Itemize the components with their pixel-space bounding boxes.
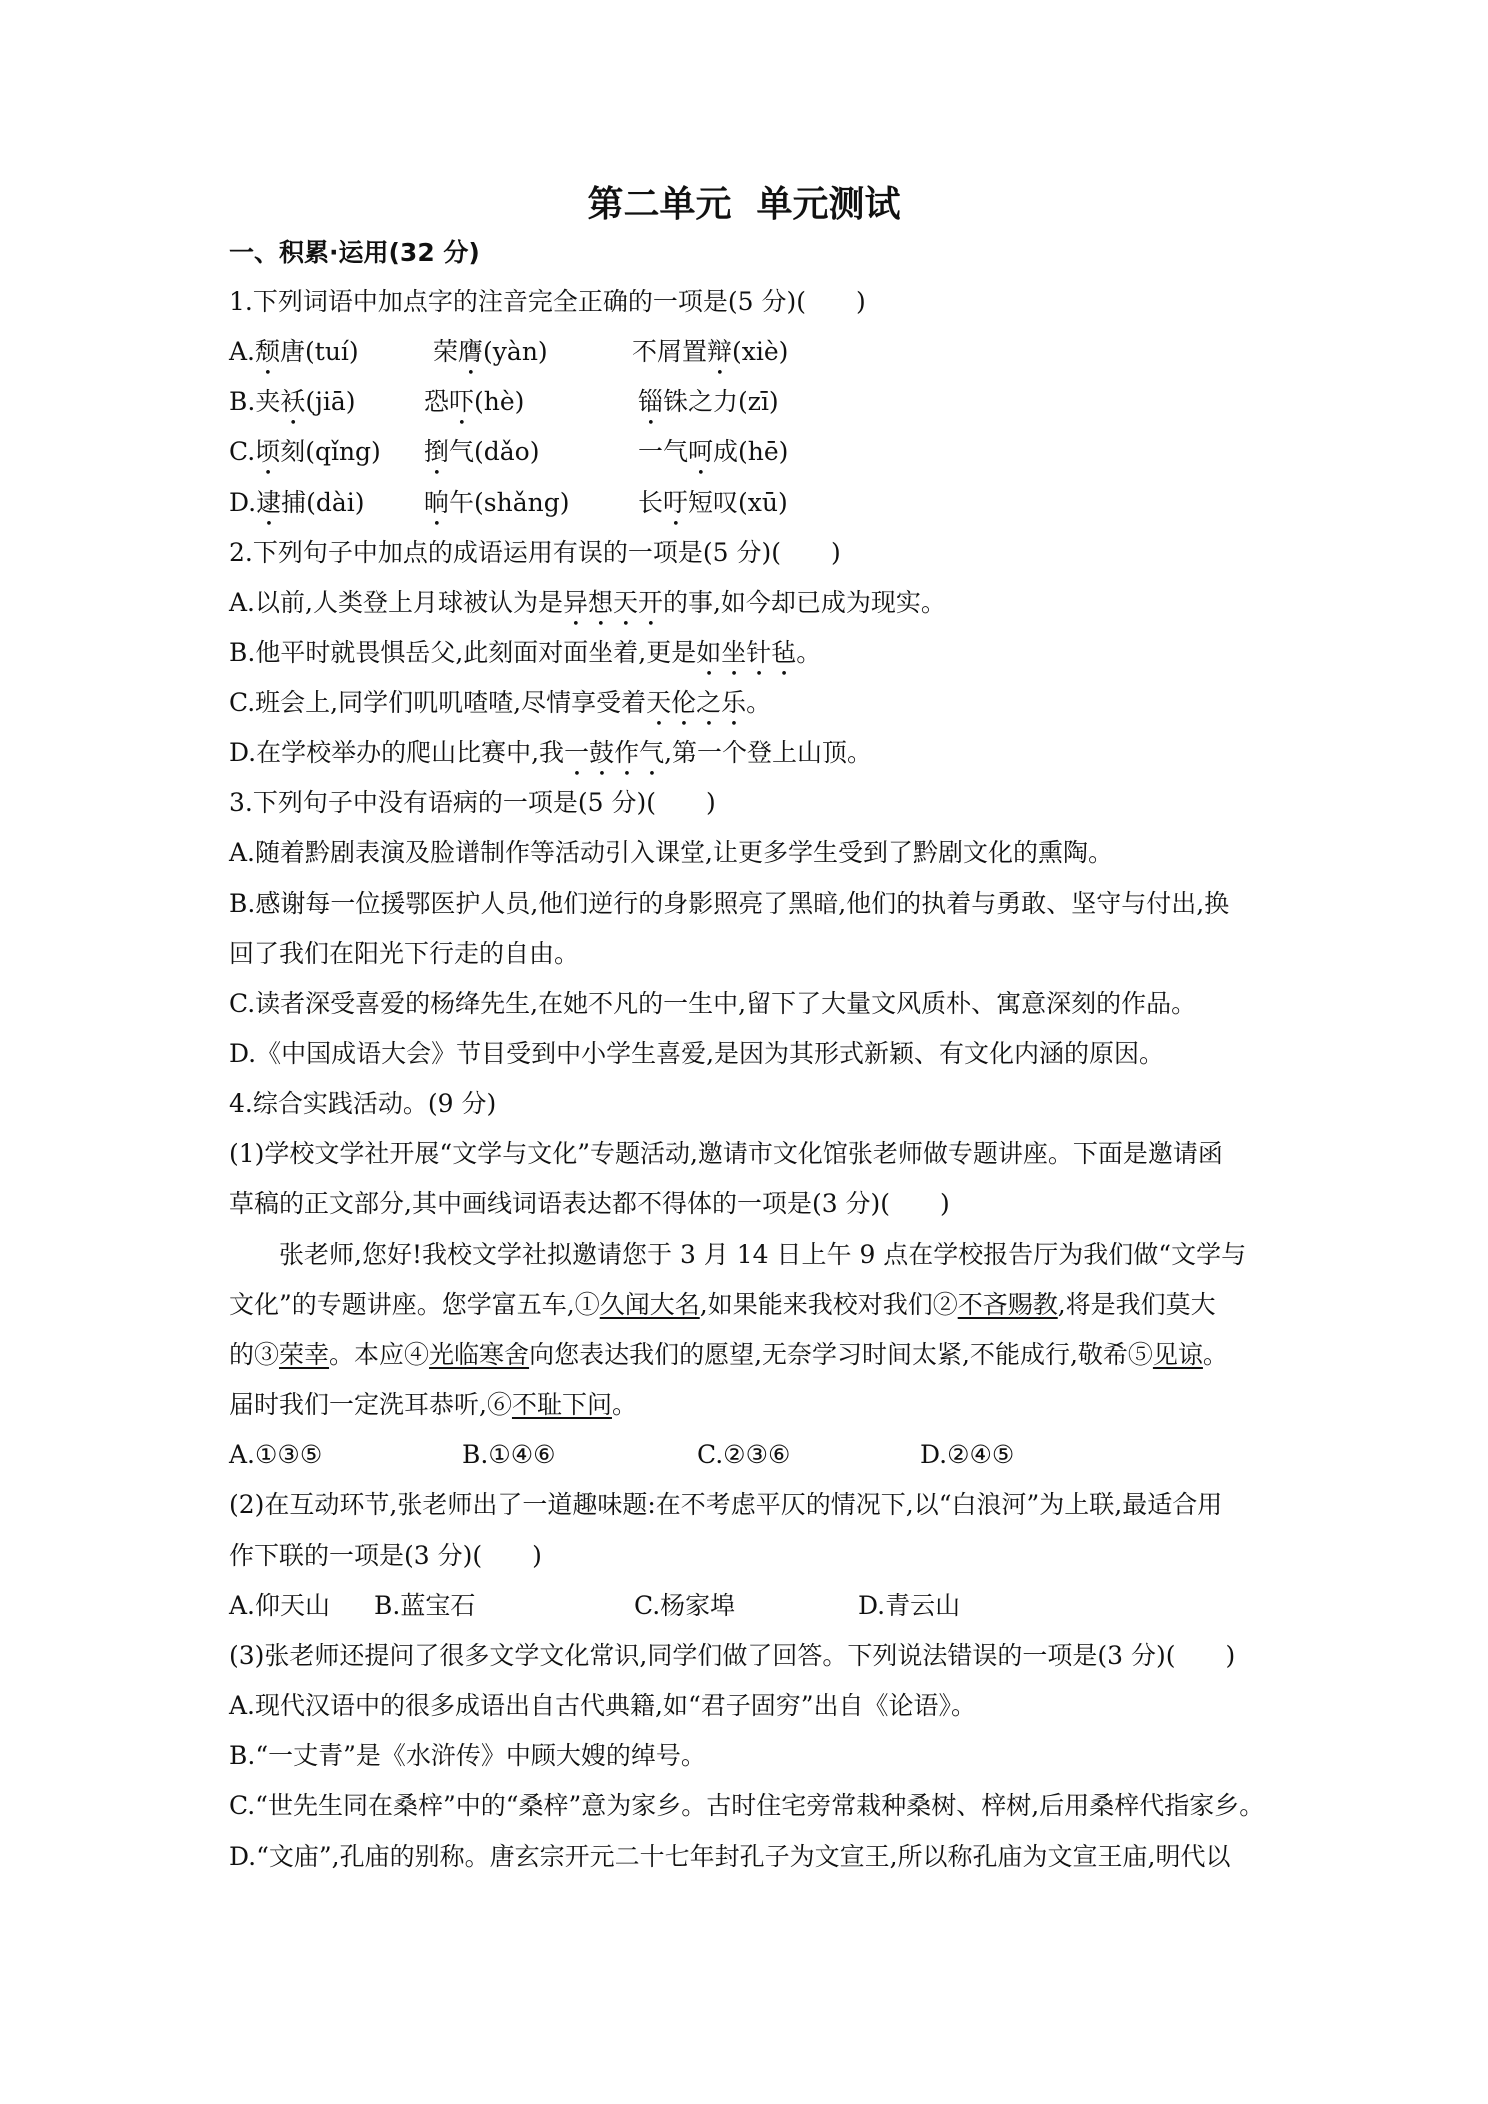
q4-sub3-option-c: C.“世先生同在桑梓”中的“桑梓”意为家乡。古时住宅旁常栽种桑树、梓树,后用桑梓代指家乡。	[229, 1791, 1265, 1820]
underlined-phrase: 见谅	[1152, 1340, 1203, 1369]
option-letter: A.	[229, 337, 256, 366]
letter-text: 届时我们一定洗耳恭听,⑥	[229, 1390, 512, 1419]
word-2	[433, 335, 548, 381]
option-letter: B.	[229, 387, 256, 416]
q2-option-c	[229, 686, 771, 720]
word-2	[424, 385, 524, 431]
letter-text: 向您表达我们的愿望,无奈学习时间太紧,不能成行,敬希⑤	[529, 1340, 1153, 1369]
option-letter: D.	[229, 488, 257, 517]
page-title: 第二单元 单元测试	[587, 184, 901, 225]
question-2-stem: 2.下列句子中加点的成语运用有误的一项是(5 分)( )	[229, 538, 841, 567]
section-heading: 一、积累·运用(32 分)	[229, 238, 480, 267]
letter-text: 的③	[229, 1340, 280, 1369]
q4-sub3-option-b: B.“一丈青”是《水浒传》中顾大嫂的绰号。	[229, 1741, 706, 1770]
dotted-idiom: 异想天开	[562, 588, 663, 617]
invitation-line-2	[229, 1288, 1216, 1322]
word-2	[424, 435, 539, 481]
option-c: C.杨家埠	[634, 1591, 736, 1620]
option-c: C.②③⑥	[697, 1440, 791, 1469]
dotted-char: 颓	[255, 337, 281, 366]
word-text: 恐	[424, 387, 450, 416]
question-1-stem: 1.下列词语中加点字的注音完全正确的一项是(5 分)( )	[229, 287, 866, 316]
sentence-text: C.班会上,同学们叽叽喳喳,尽情享受着	[229, 688, 647, 717]
q4-sub1-line1: (1)学校文学社开展“文学与文化”专题活动,邀请市文化馆张老师做专题讲座。下面是邀请函	[229, 1139, 1223, 1168]
word-text: 不屑置	[632, 337, 708, 366]
dotted-char: 逮	[256, 488, 282, 517]
letter-text: 。	[611, 1390, 637, 1419]
word-text: 荣	[433, 337, 459, 366]
dotted-char: 捯	[424, 437, 450, 466]
dotted-char: 顷	[255, 437, 281, 466]
q4-sub2-line2: 作下联的一项是(3 分)( )	[229, 1541, 542, 1570]
q2-option-a	[229, 586, 946, 620]
sentence-text: 。	[796, 638, 822, 667]
q3-option-b-cont: 回了我们在阳光下行走的自由。	[229, 939, 580, 968]
underlined-phrase: 久闻大名	[599, 1290, 700, 1319]
q1-option-c	[229, 435, 789, 469]
word-text: 气(dǎo)	[449, 437, 540, 466]
option-letter: C.	[229, 437, 256, 466]
word-3	[638, 385, 779, 431]
q4-sub1-line2: 草稿的正文部分,其中画线词语表达都不得体的一项是(3 分)( )	[229, 1189, 950, 1218]
q3-option-c: C.读者深受喜爱的杨绛先生,在她不凡的一生中,留下了大量文风质朴、寓意深刻的作品。	[229, 989, 1197, 1018]
question-3-stem: 3.下列句子中没有语病的一项是(5 分)( )	[229, 788, 716, 817]
option-a: A.①③⑤	[229, 1440, 323, 1469]
dotted-char: 膺	[458, 337, 484, 366]
q2-option-b	[229, 636, 821, 670]
option-b: B.①④⑥	[462, 1440, 556, 1469]
underlined-phrase: 不吝赐教	[957, 1290, 1058, 1319]
word-text: (xiè)	[732, 337, 789, 366]
word-text: 唐(tuí)	[280, 337, 359, 366]
letter-text: 文化”的专题讲座。您学富五车,①	[229, 1290, 600, 1319]
q4-sub2-line1: (2)在互动环节,张老师出了一道趣味题:在不考虑平仄的情况下,以“白浪河”为上联,最适合用	[229, 1490, 1223, 1519]
q4-sub3-option-d: D.“文庙”,孔庙的别称。唐玄宗开元二十七年封孔子为文宣王,所以称孔庙为文宣王庙,明代以	[229, 1842, 1231, 1871]
letter-text: ,将是我们莫大	[1057, 1290, 1216, 1319]
sentence-text: D.在学校举办的爬山比赛中,我	[229, 738, 565, 767]
q1-option-d	[229, 486, 788, 520]
word-text: (jiā)	[305, 387, 356, 416]
letter-text: 。	[1202, 1340, 1228, 1369]
q3-option-b: B.感谢每一位援鄂医护人员,他们逆行的身影照亮了黑暗,他们的执着与勇敢、坚守与付出,换	[229, 889, 1230, 918]
word-text: (hè)	[474, 387, 525, 416]
word-text: (yàn)	[483, 337, 548, 366]
sentence-text: 。	[746, 688, 772, 717]
q2-option-d	[229, 736, 872, 770]
sentence-text: 的事,如今却已成为现实。	[662, 588, 946, 617]
sentence-text: A.以前,人类登上月球被认为是	[229, 588, 563, 617]
q4-sub3-option-a: A.现代汉语中的很多成语出自古代典籍,如“君子固穷”出自《论语》。	[229, 1691, 977, 1720]
q3-option-a: A.随着黔剧表演及脸谱制作等活动引入课堂,让更多学生受到了黔剧文化的熏陶。	[229, 838, 1113, 867]
q4-sub3-line1: (3)张老师还提问了很多文学文化常识,同学们做了回答。下列说法错误的一项是(3 分)( )	[229, 1641, 1236, 1670]
dotted-char: 辩	[707, 337, 733, 366]
sentence-text: B.他平时就畏惧岳父,此刻面对面坐着,更是	[229, 638, 697, 667]
invitation-line-1: 张老师,您好!我校文学社拟邀请您于 3 月 14 日上午 9 点在学校报告厅为我们做“文学与	[279, 1240, 1247, 1269]
dotted-char: 袄	[280, 387, 306, 416]
word-3	[632, 335, 788, 381]
dotted-idiom: 天伦之乐	[646, 688, 747, 717]
q1-option-a	[229, 335, 789, 369]
option-a: A.仰天山	[229, 1591, 331, 1620]
dotted-char: 呵	[688, 437, 714, 466]
word-text: 夹	[255, 387, 281, 416]
word-text: 成(hē)	[713, 437, 789, 466]
word-text: 午(shǎng)	[449, 488, 570, 517]
option-b: B.蓝宝石	[374, 1591, 476, 1620]
dotted-idiom: 如坐针毡	[696, 638, 797, 667]
dotted-char: 锱	[638, 387, 664, 416]
letter-text: ,如果能来我校对我们②	[699, 1290, 958, 1319]
question-4-stem: 4.综合实践活动。(9 分)	[229, 1089, 497, 1118]
q3-option-d: D.《中国成语大会》节目受到中小学生喜爱,是因为其形式新颖、有文化内涵的原因。	[229, 1039, 1165, 1068]
invitation-line-4	[229, 1388, 637, 1422]
word-3	[638, 486, 788, 532]
dotted-idiom: 一鼓作气	[564, 738, 665, 767]
word-text: 刻(qǐng)	[280, 437, 381, 466]
word-text: 一气	[638, 437, 689, 466]
word-text: 短叹(xū)	[688, 488, 788, 517]
dotted-char: 吁	[663, 488, 689, 517]
underlined-phrase: 荣幸	[279, 1340, 330, 1369]
word-3	[638, 435, 788, 481]
option-d: D.青云山	[858, 1591, 961, 1620]
letter-text: 。本应④	[329, 1340, 430, 1369]
word-2	[424, 486, 569, 532]
underlined-phrase: 不耻下问	[511, 1390, 612, 1419]
word-text: 长	[638, 488, 664, 517]
q1-option-b	[229, 385, 779, 419]
dotted-char: 晌	[424, 488, 450, 517]
underlined-phrase: 光临寒舍	[429, 1340, 530, 1369]
option-d: D.②④⑤	[920, 1440, 1015, 1469]
word-text: 铢之力(zī)	[663, 387, 779, 416]
dotted-char: 吓	[449, 387, 475, 416]
sentence-text: ,第一个登上山顶。	[664, 738, 873, 767]
invitation-line-3	[229, 1338, 1228, 1372]
word-text: 捕(dài)	[281, 488, 365, 517]
